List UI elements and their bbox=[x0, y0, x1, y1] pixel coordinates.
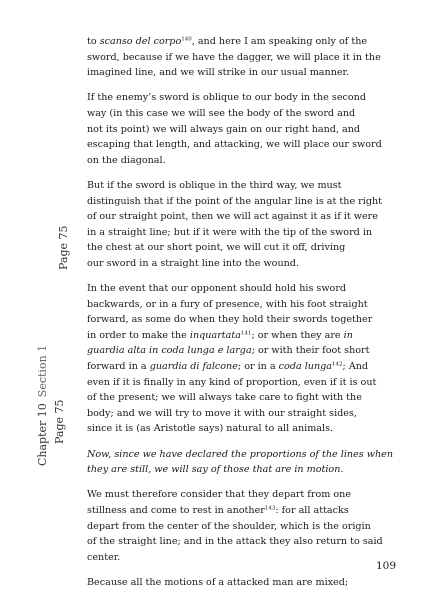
text-line bbox=[87, 359, 373, 375]
italic-text: inquartata bbox=[189, 329, 241, 341]
text-line bbox=[87, 256, 373, 272]
text-line bbox=[87, 343, 373, 359]
text-run: stillness and come to rest in another bbox=[87, 505, 265, 516]
text-run: sword, because if we have the dagger, we will place it in the bbox=[87, 51, 381, 63]
text-line bbox=[87, 178, 373, 194]
paragraph bbox=[87, 281, 377, 437]
text-line bbox=[87, 209, 378, 225]
text-run: If the enemy’s sword is oblique to our body in the second bbox=[87, 92, 366, 104]
text-line bbox=[87, 550, 373, 566]
italic-text: they are still, we will say of those that are in motion. bbox=[87, 464, 344, 476]
text-line bbox=[87, 34, 373, 50]
text-run: of the present; we will always take care to fight with the bbox=[87, 392, 362, 404]
text-line bbox=[87, 534, 383, 550]
text-run: to bbox=[87, 36, 100, 47]
text-line bbox=[87, 312, 373, 328]
text-run: ; And bbox=[342, 361, 369, 373]
text-run: since it is (as Aristotle says) natural to all animals. bbox=[87, 423, 334, 435]
text-line bbox=[87, 406, 373, 422]
text-run: of the straight line; and in the attack they also return to said bbox=[87, 536, 383, 548]
text-line bbox=[87, 106, 373, 122]
text-run: in order to make the bbox=[87, 329, 190, 341]
italic-text: Now, since we have declared the proportions of the lines when bbox=[87, 448, 394, 460]
text-run: , and here I am speaking only of the bbox=[191, 36, 368, 47]
footnote-ref: 140 bbox=[181, 36, 192, 43]
text-run: in a straight line; but if it were with the tip of the sword in bbox=[87, 226, 373, 238]
text-run: the chest at our short point, we will cut it off, driving bbox=[87, 242, 346, 254]
text-run: imagined line, and we will strike in our usual manner. bbox=[87, 67, 350, 79]
text-run: of our straight point, then we will act against it as if it were bbox=[87, 211, 378, 223]
paragraph bbox=[87, 487, 383, 565]
text-line bbox=[87, 137, 382, 153]
text-run: even if it is finally in any kind of proportion, even if it is out bbox=[87, 376, 377, 388]
text-run: ; or with their foot short bbox=[251, 345, 370, 357]
text-line bbox=[87, 575, 373, 591]
side-chapter-label: Chapter 10 bbox=[36, 403, 49, 466]
italic-text: guardia di falcone bbox=[149, 361, 238, 373]
page-number: 109 bbox=[375, 560, 396, 572]
text-run: body; and we will try to move it with our straight sides, bbox=[87, 407, 357, 419]
text-line bbox=[87, 421, 373, 437]
text-run: depart from the center of the shoulder, which is the origin bbox=[87, 520, 371, 532]
footnote-ref: 141 bbox=[240, 330, 252, 337]
italic-text: guardia alta in coda lunga e larga bbox=[87, 345, 252, 357]
side-page-reference-2: Page 75 bbox=[53, 399, 66, 444]
paragraph bbox=[87, 447, 394, 478]
text-run: In the event that our opponent should hold his sword bbox=[87, 283, 347, 295]
text-line bbox=[87, 50, 381, 66]
text-line bbox=[87, 281, 373, 297]
side-chapter-section bbox=[36, 345, 49, 466]
text-line bbox=[87, 153, 373, 169]
text-line bbox=[87, 519, 373, 535]
text-run: on the diagonal. bbox=[87, 154, 166, 166]
text-line bbox=[87, 375, 377, 391]
text-run: way (in this case we will see the body of the sword and bbox=[87, 107, 356, 119]
text-run: Because all the motions of a attacked man are mixed; bbox=[87, 576, 349, 588]
text-run: distinguish that if the point of the angular line is at the right bbox=[87, 195, 383, 207]
paragraph bbox=[87, 178, 383, 272]
text-line bbox=[87, 462, 373, 478]
text-line bbox=[87, 447, 394, 463]
footnote-ref: 143 bbox=[264, 505, 276, 512]
text-run: But if the sword is oblique in the third way, we must bbox=[87, 179, 342, 191]
text-run: not its point) we will always gain on our right hand, and bbox=[87, 123, 361, 135]
text-line bbox=[87, 122, 373, 138]
footnote-ref: 142 bbox=[332, 361, 343, 368]
text-run: ; or in a bbox=[237, 361, 279, 373]
text-line bbox=[87, 240, 373, 256]
text-run: backwards, or in a fury of presence, with his foot straight bbox=[87, 298, 368, 310]
text-run: : for all attacks bbox=[275, 505, 349, 516]
text-run: escaping that length, and attacking, we will place our sword bbox=[87, 139, 382, 151]
text-line bbox=[87, 194, 383, 210]
text-line bbox=[87, 328, 373, 344]
side-section-label: Section 1 bbox=[36, 344, 49, 398]
text-run: center. bbox=[87, 551, 121, 563]
text-run: forward, as some do when they hold their swords together bbox=[87, 314, 373, 326]
paragraph bbox=[87, 90, 382, 168]
paragraph bbox=[87, 34, 381, 81]
paragraph bbox=[87, 575, 373, 591]
text-run: forward in a bbox=[87, 361, 150, 373]
text-line bbox=[87, 390, 373, 406]
text-line bbox=[87, 297, 373, 313]
text-line bbox=[87, 503, 373, 519]
text-run: our sword in a straight line into the wound. bbox=[87, 257, 299, 269]
text-line bbox=[87, 225, 373, 241]
text-line bbox=[87, 487, 373, 503]
italic-text: scanso del corpo bbox=[99, 36, 182, 47]
italic-text: coda lunga bbox=[278, 361, 333, 373]
text-run: ; or when they are bbox=[251, 329, 344, 341]
italic-text: in bbox=[343, 329, 353, 341]
text-line bbox=[87, 65, 373, 81]
text-run: We must therefore consider that they depart from one bbox=[87, 489, 352, 501]
side-page-reference: Page 75 bbox=[57, 225, 70, 270]
text-line bbox=[87, 90, 373, 106]
